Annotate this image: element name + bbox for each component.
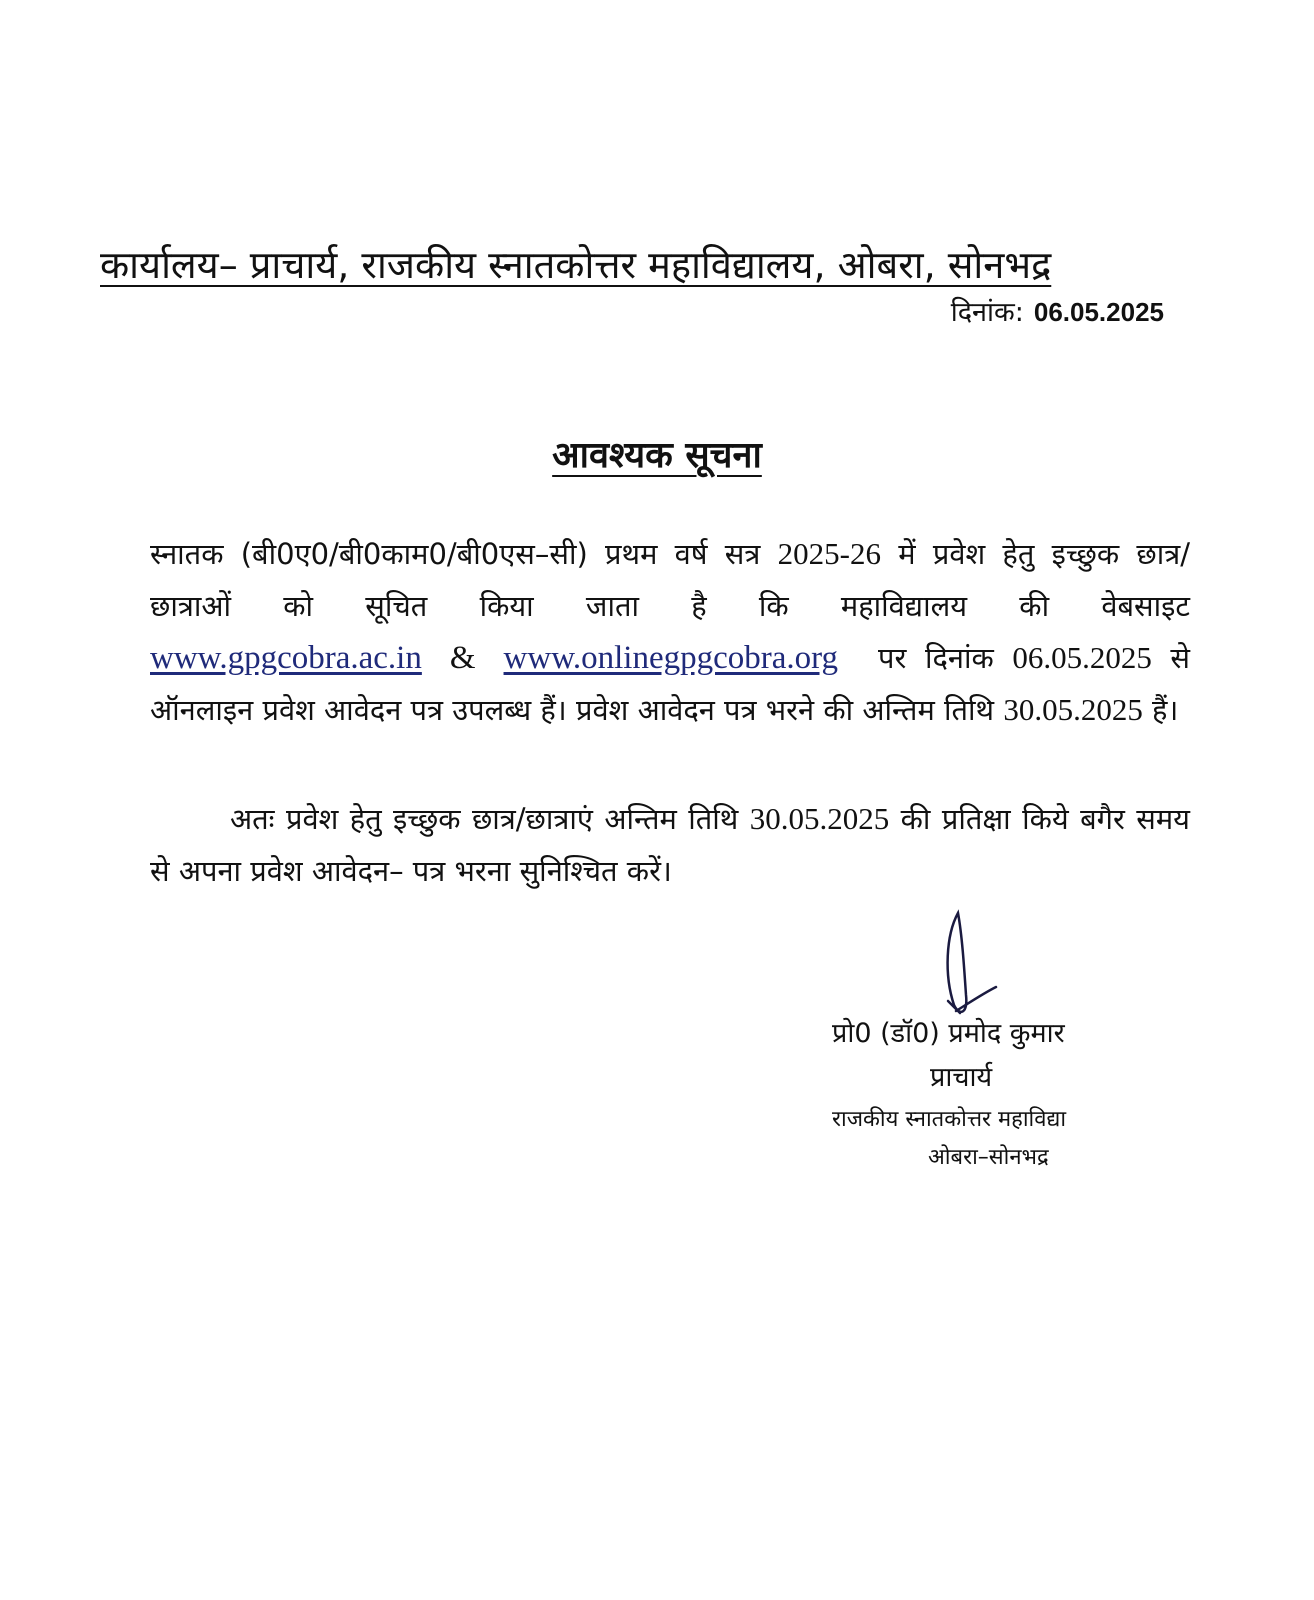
last-date-repeat: 30.05.2025 <box>749 801 890 836</box>
para1-text-1: स्नातक (बी0ए0/बी0काम0/बी0एस–सी) प्रथम वर्ष सत्र <box>150 537 761 571</box>
date-label: दिनांक: <box>950 297 1024 328</box>
start-date: 06.05.2025 <box>1012 640 1152 675</box>
signature-mark <box>928 905 1008 1025</box>
signatory-designation: प्राचार्य <box>930 1062 993 1093</box>
date-value: 06.05.2025 <box>1033 297 1164 327</box>
website-link-1[interactable]: www.gpgcobra.ac.in <box>150 640 422 676</box>
notice-title-text: आवश्यक सूचना <box>552 435 762 476</box>
para1-text-5: हैं। <box>1152 693 1179 727</box>
ampersand: & <box>449 640 476 676</box>
last-date: 30.05.2025 <box>1003 692 1143 727</box>
website-link-2[interactable]: www.onlinegpgcobra.org <box>503 640 839 676</box>
para1-text-2: में प्रवेश हेतु इच्छुक छात्र/छात्राओं को सूचित किया जाता है कि महाविद्यालय की वेबसाइट <box>150 537 1190 623</box>
session-value: 2025-26 <box>777 536 881 571</box>
notice-paragraph-2 <box>150 793 1190 897</box>
signatory-college: राजकीय स्नातकोत्तर महाविद्या <box>832 1107 1067 1132</box>
notice-date <box>951 292 1164 333</box>
signatory-place: ओबरा–सोनभद्र <box>928 1145 1049 1170</box>
notice-paragraph-1 <box>150 528 1190 736</box>
notice-title <box>0 432 1314 480</box>
para2-text-2: की प्रतिक्षा किये बगैर समय से अपना प्रवेश आवेदन– पत्र भरना सुनिश्चित करें। <box>150 802 1190 888</box>
signatory-name: प्रो0 (डॉ0) प्रमोद कुमार <box>832 1018 1065 1049</box>
para1-text-4: से ऑनलाइन प्रवेश आवेदन पत्र उपलब्ध हैं। प्रवेश आवेदन पत्र भरने की अन्तिम तिथि <box>150 641 1191 727</box>
para1-text-3: पर दिनांक <box>878 641 994 675</box>
signatory-block <box>800 1012 1220 1176</box>
office-header: कार्यालय– प्राचार्य, राजकीय स्नातकोत्तर महाविद्यालय, ओबरा, सोनभद्र <box>100 243 1052 287</box>
para2-text-1: अतः प्रवेश हेतु इच्छुक छात्र/छात्राएं अन्तिम तिथि <box>230 802 739 836</box>
